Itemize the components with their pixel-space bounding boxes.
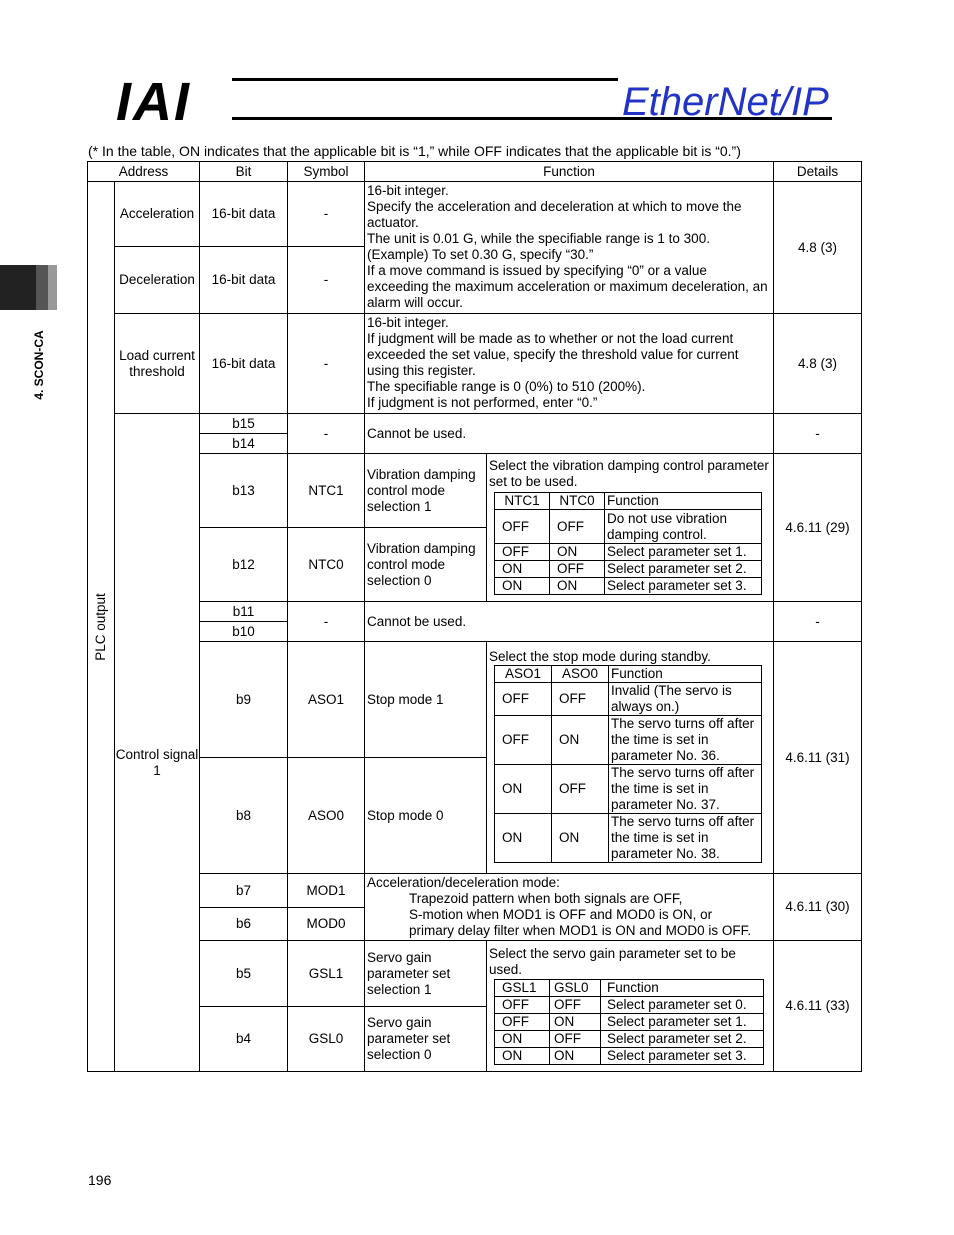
gsl-cell: ON <box>494 1030 550 1048</box>
gsl-head-2: GSL0 <box>549 979 601 997</box>
b12-symbol: NTC0 <box>287 527 365 602</box>
deceleration-symbol: - <box>287 246 365 314</box>
ntc-cell: OFF <box>494 543 550 561</box>
gsl-cell: ON <box>549 1013 601 1031</box>
aso-cell: ON <box>494 764 552 814</box>
plc-output-label: PLC output <box>87 181 115 1072</box>
b11-symbol: - <box>287 601 365 642</box>
ntc-details: 4.6.11 (29) <box>773 453 862 602</box>
aso-cell: ON <box>551 715 609 765</box>
mod-line: Acceleration/deceleration mode: <box>367 875 560 890</box>
aso-cell: Invalid (The servo is always on.) <box>608 682 762 716</box>
iai-logo: IAI <box>116 72 192 132</box>
ntc-cell: ON <box>549 543 605 561</box>
bit-b5: b5 <box>199 940 288 1007</box>
page-number: 196 <box>88 1172 112 1188</box>
gsl-cell: Select parameter set 2. <box>600 1030 764 1048</box>
side-tab-marker <box>0 265 36 310</box>
aso-cell: OFF <box>551 682 609 716</box>
ntc-cell: Select parameter set 2. <box>604 560 762 578</box>
mod-line: S-motion when MOD1 is OFF and MOD0 is ON, or <box>409 907 713 922</box>
aso-head-1: ASO1 <box>494 665 552 683</box>
load-current-symbol: - <box>287 313 365 414</box>
gsl-cell: OFF <box>549 1030 601 1048</box>
aso-cell: The servo turns off after the time is set in parameter No. 36. <box>608 715 762 765</box>
b8-symbol: ASO0 <box>287 757 365 874</box>
bit-b11: b11 <box>199 601 288 622</box>
load-current-address: Load current threshold <box>114 313 200 414</box>
load-current-line: If judgment will be made as to whether or not the load current exceeded the set value, specify the threshold value for current using this register. <box>367 331 739 378</box>
side-tab-marker-light <box>48 265 57 310</box>
b12-name: Vibration damping control mode selection 0 <box>364 527 487 602</box>
gsl-cell: Select parameter set 0. <box>600 996 764 1014</box>
aso-subtable <box>494 665 762 863</box>
ntc-cell: ON <box>494 577 550 595</box>
gsl-cell: OFF <box>549 996 601 1014</box>
header-function: Function <box>364 161 774 182</box>
gsl-subtable <box>494 979 764 1065</box>
gsl-cell: OFF <box>494 996 550 1014</box>
aso-cell: OFF <box>551 764 609 814</box>
side-tab-label: 4. SCON-CA <box>32 330 46 400</box>
aso-cell: ON <box>551 813 609 863</box>
gsl-cell: Select parameter set 3. <box>600 1047 764 1065</box>
ntc-desc: Select the vibration damping control parameter set to be used. <box>489 458 769 489</box>
accdec-details: 4.8 (3) <box>773 181 862 314</box>
load-current-line: If judgment is not performed, enter “0.” <box>367 395 598 410</box>
ntc-cell: Select parameter set 1. <box>604 543 762 561</box>
b4-symbol: GSL0 <box>287 1006 365 1072</box>
b11-details: - <box>773 601 862 642</box>
b8-name: Stop mode 0 <box>364 757 487 874</box>
side-tab-marker-mid <box>36 265 48 310</box>
header-details: Details <box>773 161 862 182</box>
mod-line: primary delay filter when MOD1 is ON and MOD0 is OFF. <box>409 923 752 938</box>
control-signal-label: Control signal 1 <box>114 413 200 1072</box>
aso-head-3: Function <box>608 665 762 683</box>
b6-symbol: MOD0 <box>287 907 365 941</box>
b7-symbol: MOD1 <box>287 873 365 908</box>
accdec-function-line: The unit is 0.01 G, while the specifiable range is 1 to 300. <box>367 231 710 246</box>
load-current-function <box>364 313 774 414</box>
gsl-cell: Select parameter set 1. <box>600 1013 764 1031</box>
ethernetip-logo: EtherNet/IP <box>622 80 829 124</box>
gsl-desc: Select the servo gain parameter set to be used. <box>489 946 736 977</box>
bit-b12: b12 <box>199 527 288 602</box>
gsl-details: 4.6.11 (33) <box>773 940 862 1072</box>
bit-b7: b7 <box>199 873 288 908</box>
bit-b8: b8 <box>199 757 288 874</box>
gsl-cell: ON <box>549 1047 601 1065</box>
accdec-function-line: 16-bit integer. <box>367 183 449 198</box>
aso-desc: Select the stop mode during standby. <box>489 649 711 664</box>
b5-name: Servo gain parameter set selection 1 <box>364 940 487 1007</box>
ntc-cell: ON <box>549 577 605 595</box>
bit-b15: b15 <box>199 413 288 434</box>
bit-b10: b10 <box>199 621 288 642</box>
b15-function: Cannot be used. <box>364 413 774 454</box>
gsl-head-1: GSL1 <box>494 979 550 997</box>
aso-cell: The servo turns off after the time is set in parameter No. 37. <box>608 764 762 814</box>
aso-function <box>486 641 774 874</box>
acceleration-address: Acceleration <box>114 181 200 247</box>
b15-symbol: - <box>287 413 365 454</box>
deceleration-address: Deceleration <box>114 246 200 314</box>
accdec-function-line: If a move command is issued by specifying “0” or a value exceeding the maximum acceleration or maximum deceleration, an alarm will occur. <box>367 263 768 310</box>
aso-cell: OFF <box>494 682 552 716</box>
register-table <box>87 161 862 1072</box>
b13-name: Vibration damping control mode selection 1 <box>364 453 487 528</box>
b9-name: Stop mode 1 <box>364 641 487 758</box>
logo-rule-top <box>232 78 618 81</box>
header-bit: Bit <box>199 161 288 182</box>
gsl-head-3: Function <box>600 979 764 997</box>
load-current-line: The specifiable range is 0 (0%) to 510 (200%). <box>367 379 646 394</box>
header-address: Address <box>87 161 200 182</box>
b4-name: Servo gain parameter set selection 0 <box>364 1006 487 1072</box>
ntc-cell: ON <box>494 560 550 578</box>
gsl-cell: OFF <box>494 1013 550 1031</box>
b11-function: Cannot be used. <box>364 601 774 642</box>
accdec-function <box>364 181 774 314</box>
load-current-details: 4.8 (3) <box>773 313 862 414</box>
aso-cell: ON <box>494 813 552 863</box>
aso-head-2: ASO0 <box>551 665 609 683</box>
acceleration-symbol: - <box>287 181 365 247</box>
b5-symbol: GSL1 <box>287 940 365 1007</box>
b9-symbol: ASO1 <box>287 641 365 758</box>
ntc-cell: Select parameter set 3. <box>604 577 762 595</box>
ntc-cell: OFF <box>494 509 550 544</box>
header-symbol: Symbol <box>287 161 365 182</box>
bit-b9: b9 <box>199 641 288 758</box>
gsl-cell: ON <box>494 1047 550 1065</box>
ntc-subtable <box>494 492 762 593</box>
ntc-cell: OFF <box>549 560 605 578</box>
acceleration-bit: 16-bit data <box>199 181 288 247</box>
ntc-function <box>486 453 774 602</box>
ntc-head-2: NTC0 <box>549 492 605 510</box>
accdec-function-line: Specify the acceleration and deceleration at which to move the actuator. <box>367 199 742 230</box>
bit-b13: b13 <box>199 453 288 528</box>
aso-cell: The servo turns off after the time is set in parameter No. 38. <box>608 813 762 863</box>
aso-cell: OFF <box>494 715 552 765</box>
ntc-cell: Do not use vibration damping control. <box>604 509 762 544</box>
b15-details: - <box>773 413 862 454</box>
deceleration-bit: 16-bit data <box>199 246 288 314</box>
b13-symbol: NTC1 <box>287 453 365 528</box>
load-current-line: 16-bit integer. <box>367 315 449 330</box>
mod-details: 4.6.11 (30) <box>773 873 862 941</box>
ntc-cell: OFF <box>549 509 605 544</box>
bit-b14: b14 <box>199 433 288 454</box>
bit-b6: b6 <box>199 907 288 941</box>
gsl-function <box>486 940 774 1072</box>
mod-line: Trapezoid pattern when both signals are OFF, <box>409 891 683 906</box>
accdec-function-line: (Example) To set 0.30 G, specify “30.” <box>367 247 594 262</box>
aso-details: 4.6.11 (31) <box>773 641 862 874</box>
bit-b4: b4 <box>199 1006 288 1072</box>
ntc-head-1: NTC1 <box>494 492 550 510</box>
load-current-bit: 16-bit data <box>199 313 288 414</box>
ntc-head-3: Function <box>604 492 762 510</box>
table-note: (* In the table, ON indicates that the applicable bit is “1,” while OFF indicates that the applicable bit is “0.”) <box>88 143 741 159</box>
mod-function <box>364 873 774 941</box>
